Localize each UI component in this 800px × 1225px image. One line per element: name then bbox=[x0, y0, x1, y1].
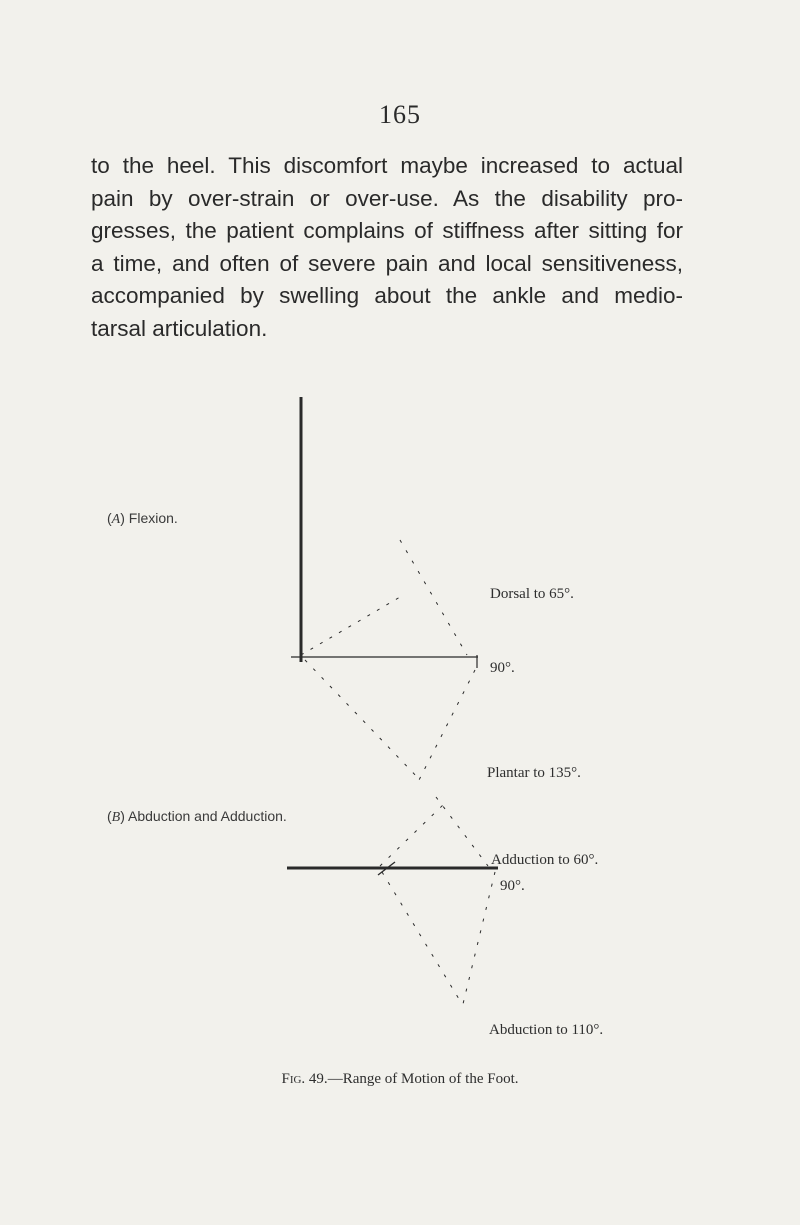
adduction-label: Adduction to 60°. bbox=[491, 852, 599, 868]
text-line: gresses, the patient complains of stiffness after sitting for bbox=[91, 218, 683, 243]
abduction-label: Abduction to 110°. bbox=[489, 1022, 604, 1038]
flexion-right-angle-label: 90°. bbox=[490, 660, 515, 676]
abduction-adduction-diagram bbox=[287, 797, 498, 1004]
plantar-dashed-line bbox=[305, 660, 420, 780]
section-title: Abduction and Adduction. bbox=[128, 808, 287, 824]
abduction-right-angle-label: 90°. bbox=[500, 878, 525, 894]
section-title: Flexion. bbox=[128, 510, 178, 526]
plantar-label: Plantar to 135°. bbox=[487, 765, 581, 781]
adduction-dashed-line bbox=[436, 797, 488, 866]
text-line: tarsal articulation. bbox=[91, 315, 268, 341]
flexion-diagram bbox=[291, 397, 478, 782]
section-letter: B bbox=[111, 810, 121, 825]
dorsal-dashed-line bbox=[400, 540, 467, 655]
dorsal-dashed-line bbox=[301, 597, 400, 655]
plantar-dashed-line bbox=[418, 670, 475, 782]
caption-text: —Range of Motion of the Foot. bbox=[327, 1071, 519, 1087]
flexion-heading: (A) Flexion. bbox=[107, 510, 178, 527]
abduction-dashed-line bbox=[463, 872, 495, 1004]
adduction-dashed-line bbox=[380, 804, 444, 866]
dorsal-label: Dorsal to 65°. bbox=[490, 586, 574, 602]
text-line: accompanied by swelling about the ankle and medio- bbox=[91, 283, 683, 308]
text-line: pain by over-strain or over-use. As the disability pro- bbox=[91, 185, 683, 211]
page-number: 165 bbox=[379, 100, 421, 129]
section-letter: A bbox=[111, 512, 121, 527]
figure-number: Fig. 49. bbox=[281, 1071, 328, 1087]
figure-caption bbox=[0, 1071, 800, 1088]
abduction-dashed-line bbox=[382, 872, 462, 1004]
text-line: to the heel. This discomfort maybe increased to actual bbox=[91, 153, 683, 178]
text-line: a time, and often of severe pain and local sensitiveness, bbox=[91, 250, 683, 276]
abduction-adduction-heading: (B) Abduction and Adduction. bbox=[107, 808, 287, 825]
